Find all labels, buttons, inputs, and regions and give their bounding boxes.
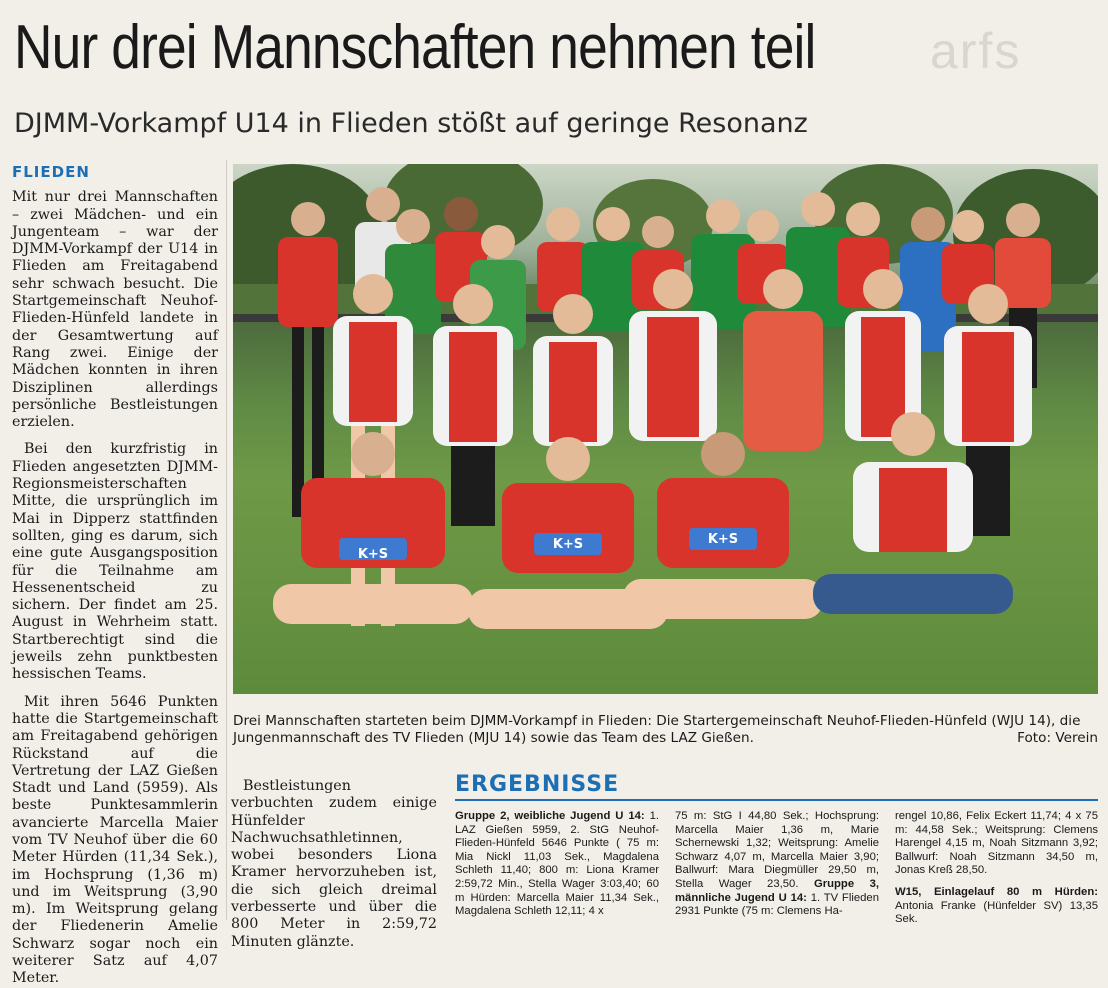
dateline: FLIEDEN xyxy=(12,163,90,181)
shirt-logo: K+S xyxy=(707,532,739,547)
results-heading: ERGEBNISSE xyxy=(455,772,620,797)
shirt-logo: K+S xyxy=(552,537,584,552)
adjacent-article-ghost: arfs xyxy=(930,23,1022,79)
front-row-athletes xyxy=(273,412,1013,629)
results-group-label: W15, Einlagelauf 80 m Hürden: xyxy=(895,885,1098,898)
subheadline: DJMM-Vorkampf U14 in Flieden stößt auf geringe Resonanz xyxy=(14,108,808,139)
results-group-label: Gruppe 2, weibliche Jugend U 14: xyxy=(455,810,645,822)
photo-caption: Drei Mannschaften starteten beim DJMM-Vorkampf in Flieden: Die Startergemeinschaft Neuhof-Flieden-Hünfeld (WJU 14), die Jungenmannschaft des TV Flieden (MJU 14) sowie das Team des LAZ Gießen. Foto: Verein xyxy=(233,713,1098,746)
article-mid-paragraph: Bestleistungen verbuchten zudem einige Hünfelder Nachwuchsathletinnen, wobei besonders Liona Kramer hervorzuheben ist, die sich gleich dreimal verbesserte und über die 800 Meter in 2:59,72 Minuten glänzte. xyxy=(231,778,437,950)
results-column-3: rengel 10,86, Felix Eckert 11,74; 4 x 75 m: 44,58 Sek.; Weitsprung: Clemens Harengel 4,15 m, Noah Sitzmann 3,92; Ballwurf: Noah Sitzmann 34,50 m, Jonas Kreß 28,50. W15, Einlagelauf 80 m Hürden: Antonia Franke (Hünfelder SV) 13,35 Sek. xyxy=(895,810,1098,926)
team-photo-illustration xyxy=(233,164,1098,694)
results-group-label: Gruppe 3, männliche Jugend U 14: xyxy=(675,877,879,904)
lead-paragraph: FLIEDEN Mit nur drei Mannschaften – zwei Mädchen- und ein Jungenteam – war der DJMM-Vorkampf der U14 in Flieden am Freitagabend sehr schwach besucht. Die Startgemeinschaft Neuhof-Flieden-Hünfeld landete in der Gesamtwertung auf Rang zwei. Einige der Mädchen konnten in ihren Disziplinen allerdings persönliche Bestleistungen erzielen. xyxy=(12,163,218,431)
results-rule xyxy=(455,799,1098,801)
column-divider xyxy=(226,160,227,920)
results-column-1: Gruppe 2, weibliche Jugend U 14: 1. LAZ Gießen 5959, 2. StG Neuhof-Flieden-Hünfeld 5646 Punkte ( 75 m: Mia Nickl 11,03 Sek., Magdalena Schleth 11,40; 800 m: Liona Kramer 2:59,72 Min., Stella Wager 3:03,40; 60 m Hürden: Marcella Maier 11,34 Sek., Magdalena Schleth 12,11; 4 x xyxy=(455,810,659,918)
body-paragraph: Mit ihren 5646 Punkten hatte die Startgemeinschaft am Freitagabend gehörigen Rückstand auf die Vertretung der LAZ Gießen Stadt und Land (5959). Als beste Punktesammlerin avancierte Marcella Maier vom TV Neuhof über die 60 Meter Hürden (11,34 Sek.), im Hochsprung (1,36 m) und im Weitsprung (3,90 m). Im Weitsprung gelang der Fliedenerin Amelie Schwarz sogar noch ein weiterer Satz auf 4,07 Meter. xyxy=(12,693,218,987)
headline: Nur drei Mannschaften nehmen teil xyxy=(14,13,816,82)
body-paragraph: Bei den kurzfristig in Flieden angesetzten DJMM-Regionsmeisterschaften Mitte, die ursprünglich im Mai in Dipperz stattfinden sollten, ging es darum, sich eine gute Ausgangsposition für die Teilnahme am Hessenentscheid zu sichern. Der findet am 25. August in Wehrheim statt. Startberechtigt sind die jeweils zehn punktbesten hessischen Teams. xyxy=(12,441,218,683)
photo-credit: Foto: Verein xyxy=(1017,730,1098,746)
shirt-logo: K+S xyxy=(357,547,389,562)
team-photo xyxy=(233,164,1098,694)
article-left-column xyxy=(12,164,218,988)
results-column-2: 75 m: StG I 44,80 Sek.; Hochsprung: Marcella Maier 1,36 m, Marie Schernewski 1,32; Weitsprung: Amelie Schwarz 4,07 m, Marcella Maier 3,90; Ballwurf: Mara Diegmüller 29,50 m, Stella Wager 23,50. Gruppe 3, männliche Jugend U 14: 1. TV Flieden 2931 Punkte (75 m: Clemens Ha- xyxy=(675,810,879,918)
